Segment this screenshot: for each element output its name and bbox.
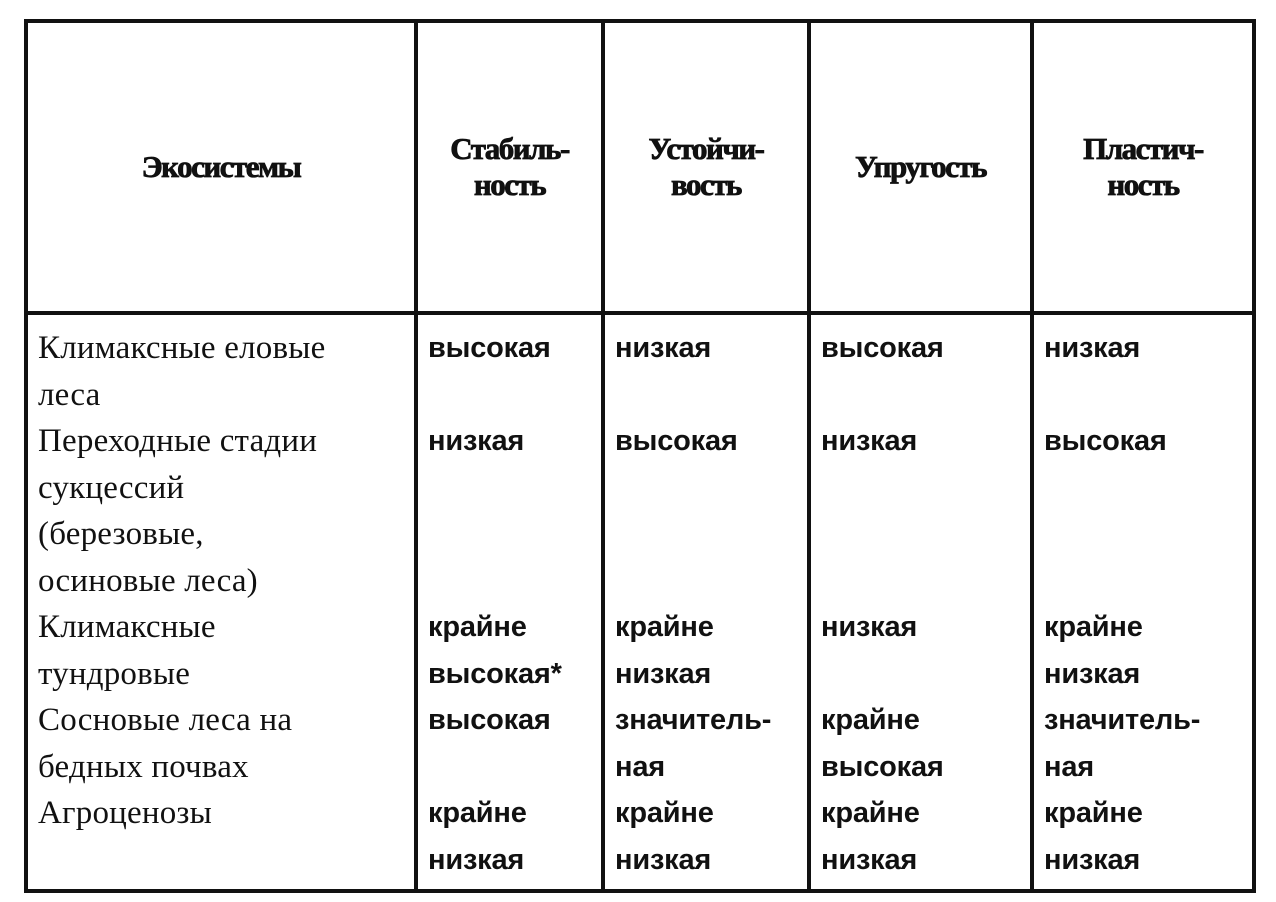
- cell-text: низкая: [821, 843, 918, 876]
- cell-text: осиновые леса): [38, 562, 258, 599]
- stability-cell: [416, 697, 603, 790]
- header-text: Устойчи-: [648, 131, 764, 166]
- header-stability: [416, 21, 603, 313]
- cell-text: крайне: [428, 797, 527, 829]
- header-text: Упругость: [854, 149, 987, 184]
- ecosystem-cell: [26, 418, 416, 604]
- cell-text: высокая: [615, 425, 738, 457]
- header-ecosystems: [26, 21, 416, 313]
- cell-text: крайне: [1044, 797, 1143, 829]
- resilience-cell: [809, 604, 1032, 697]
- table-row: [26, 313, 1254, 418]
- cell-text: высокая: [428, 332, 551, 364]
- ecosystem-cell: [26, 604, 416, 697]
- cell-text: низкая: [1044, 843, 1141, 876]
- ecosystem-cell: [26, 313, 416, 418]
- cell-text: низкая: [821, 611, 918, 643]
- resilience-cell: [809, 790, 1032, 891]
- header-row: [26, 21, 1254, 313]
- cell-text: низкая: [428, 425, 525, 457]
- header-plasticity: [1032, 21, 1254, 313]
- header-text: Стабиль-: [450, 131, 569, 166]
- cell-text: (березовые,: [38, 516, 204, 552]
- stability-cell: [416, 313, 603, 418]
- cell-text: высокая*: [428, 657, 562, 690]
- table-row: [26, 604, 1254, 697]
- cell-text: крайне: [821, 704, 920, 736]
- cell-text: бедных почвах: [38, 748, 249, 785]
- cell-text: ная: [1044, 750, 1094, 783]
- plasticity-cell: [1032, 418, 1254, 604]
- resistance-cell: [603, 790, 809, 891]
- header-text: Пластич-: [1083, 131, 1203, 166]
- cell-text: Климаксные еловые: [38, 330, 326, 366]
- header-text: Экосистемы: [141, 149, 301, 184]
- cell-text: низкая: [615, 843, 712, 876]
- header-resistance: [603, 21, 809, 313]
- resistance-cell: [603, 604, 809, 697]
- cell-text: ная: [615, 750, 665, 783]
- resistance-cell: [603, 313, 809, 418]
- cell-text: высокая: [821, 332, 944, 364]
- cell-text: низкая: [1044, 332, 1141, 364]
- table-header: [26, 21, 1254, 313]
- header-text: вость: [671, 167, 741, 202]
- cell-text: крайне: [821, 797, 920, 829]
- resistance-cell: [603, 697, 809, 790]
- cell-text: высокая: [428, 704, 551, 736]
- table-row: [26, 790, 1254, 891]
- cell-text: низкая: [428, 843, 525, 876]
- cell-text: значитель-: [1044, 704, 1201, 736]
- cell-text: крайне: [428, 611, 527, 643]
- ecosystem-properties-table: [24, 19, 1256, 893]
- resilience-cell: [809, 697, 1032, 790]
- plasticity-cell: [1032, 313, 1254, 418]
- cell-text: высокая: [1044, 425, 1167, 457]
- cell-text: низкая: [1044, 657, 1141, 690]
- resilience-cell: [809, 313, 1032, 418]
- plasticity-cell: [1032, 697, 1254, 790]
- cell-text: сукцессий: [38, 469, 185, 506]
- cell-text: Переходные стадии: [38, 423, 318, 459]
- resilience-cell: [809, 418, 1032, 604]
- cell-text: Климаксные: [38, 609, 216, 645]
- cell-text: тундровые: [38, 655, 191, 692]
- plasticity-cell: [1032, 604, 1254, 697]
- header-text: ность: [473, 167, 546, 202]
- cell-text: крайне: [615, 797, 714, 829]
- cell-text: низкая: [615, 332, 712, 364]
- cell-text: Сосновые леса на: [38, 702, 293, 738]
- stability-cell: [416, 418, 603, 604]
- cell-text: крайне: [1044, 611, 1143, 643]
- ecosystem-cell: [26, 697, 416, 790]
- cell-text: низкая: [821, 425, 918, 457]
- stability-cell: [416, 790, 603, 891]
- resistance-cell: [603, 418, 809, 604]
- ecosystem-cell: [26, 790, 416, 891]
- stability-cell: [416, 604, 603, 697]
- cell-text: значитель-: [615, 704, 772, 736]
- plasticity-cell: [1032, 790, 1254, 891]
- cell-text: крайне: [615, 611, 714, 643]
- cell-text: высокая: [821, 750, 944, 783]
- table-body: [26, 313, 1254, 891]
- table-row: [26, 418, 1254, 604]
- cell-text: Агроценозы: [38, 795, 213, 831]
- cell-text: леса: [38, 376, 101, 413]
- table-row: [26, 697, 1254, 790]
- header-resilience: [809, 21, 1032, 313]
- header-text: ность: [1107, 167, 1179, 202]
- cell-text: низкая: [615, 657, 712, 690]
